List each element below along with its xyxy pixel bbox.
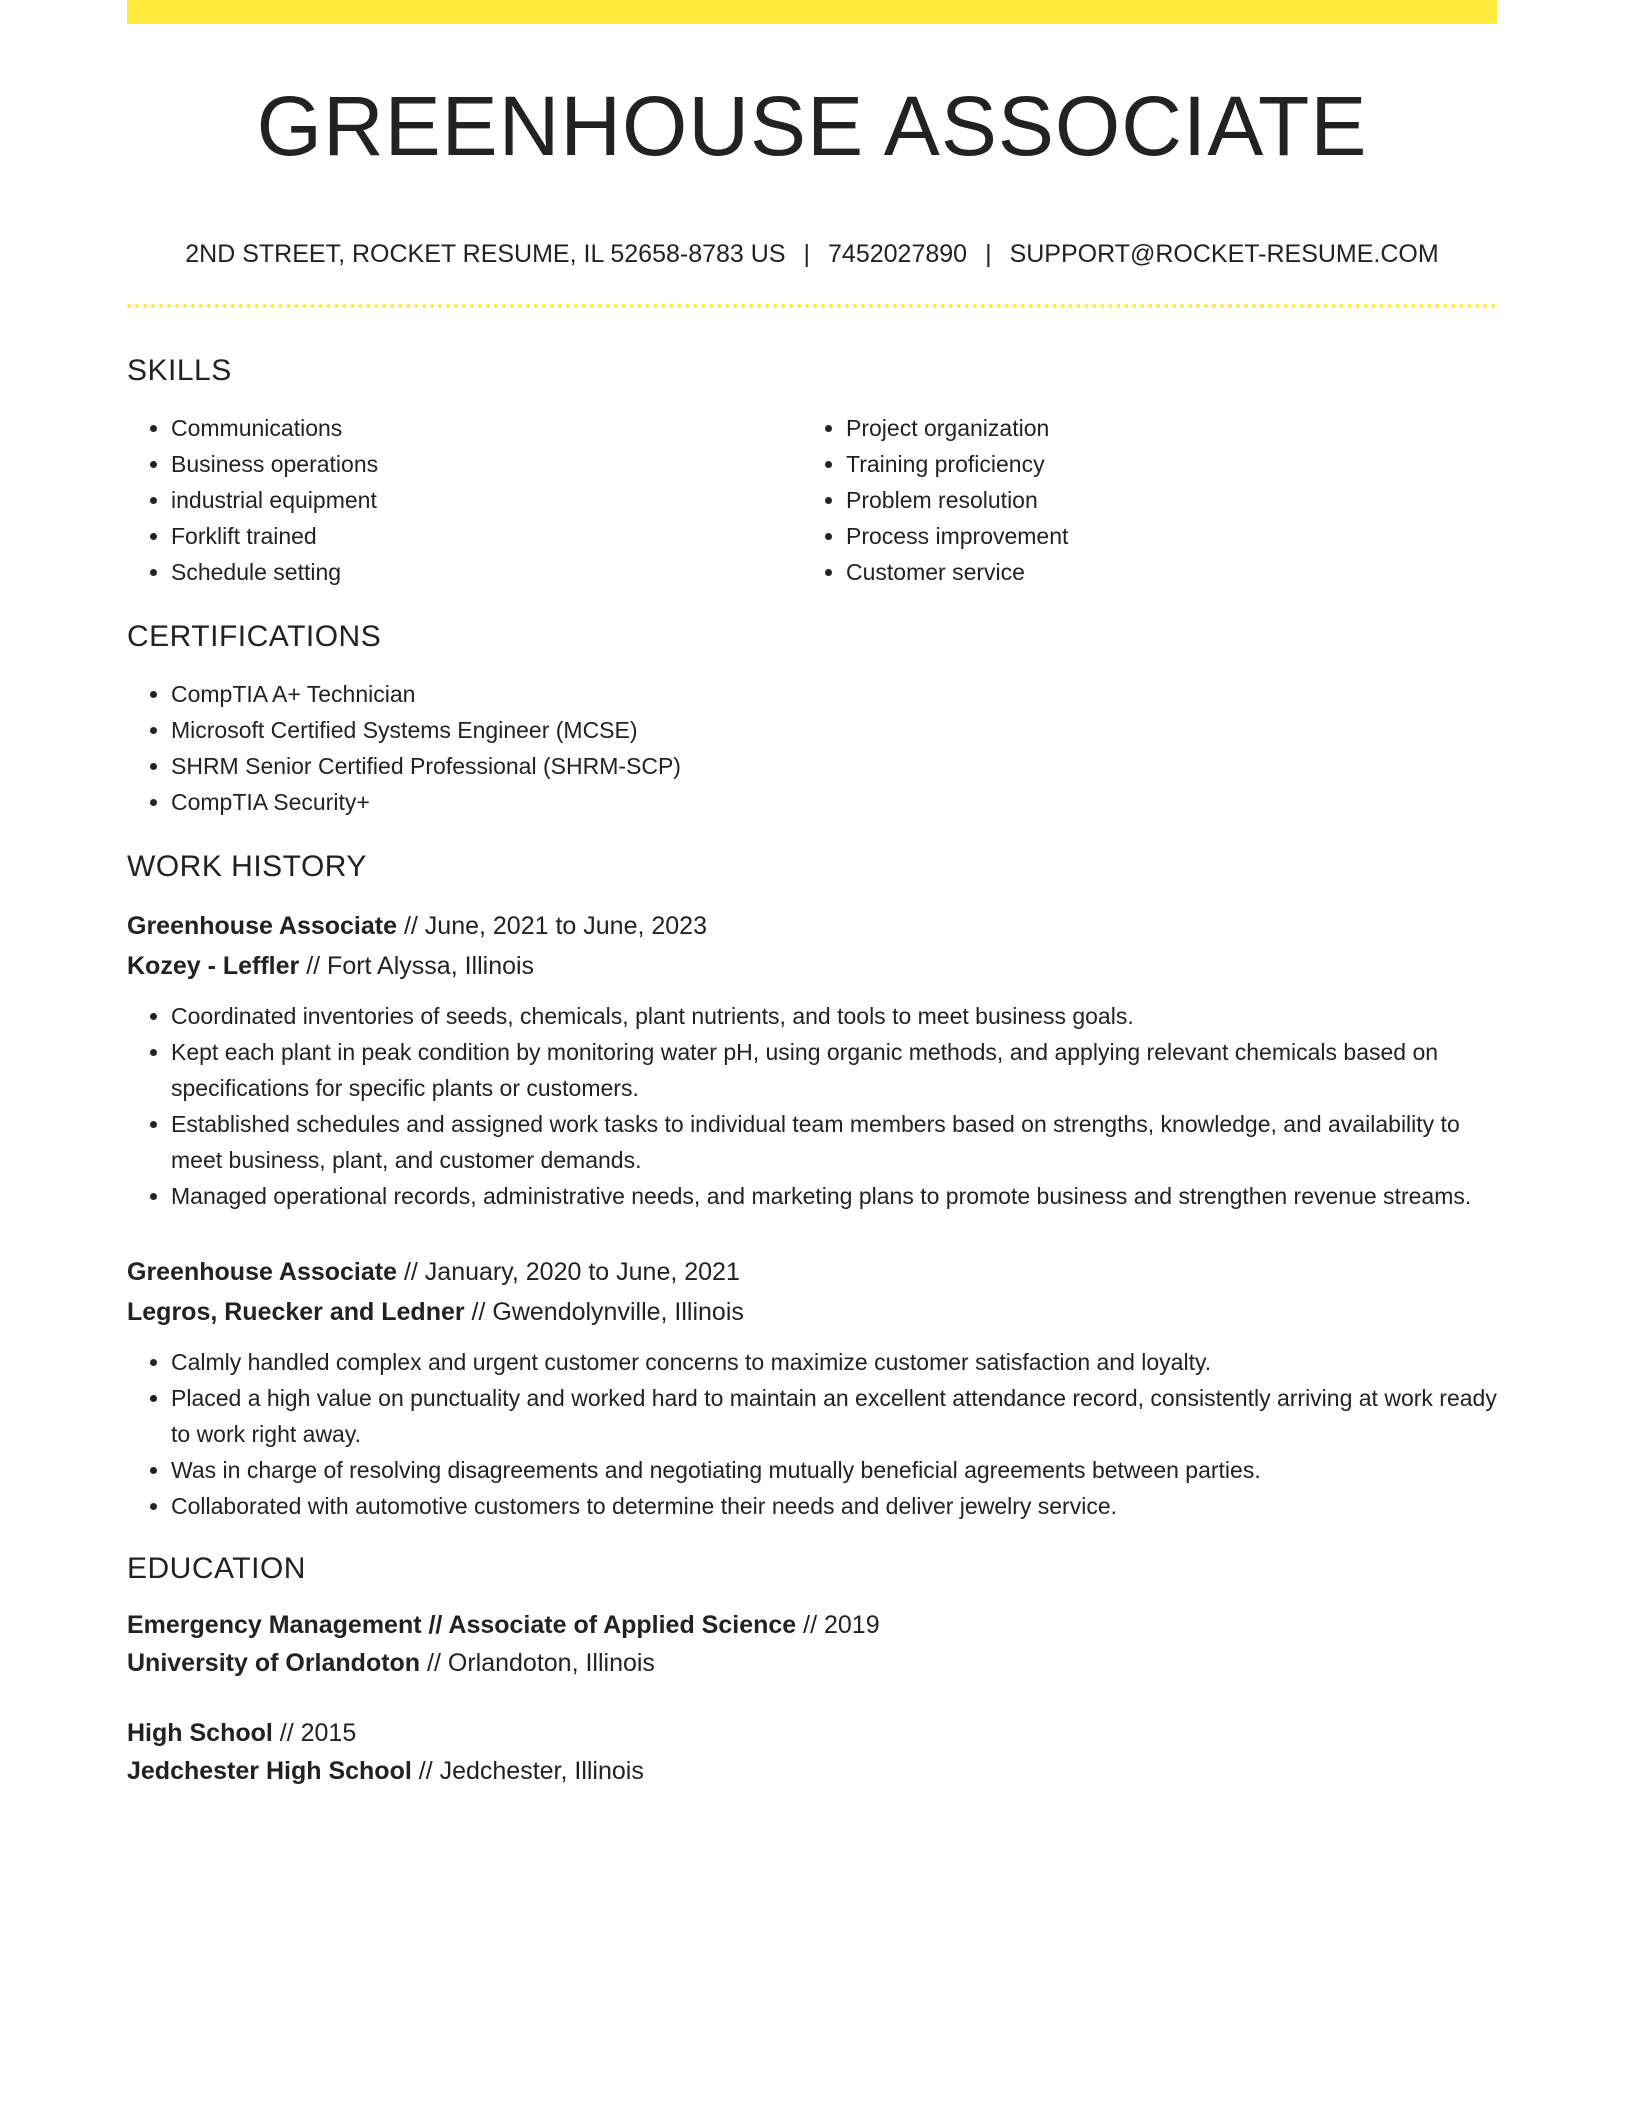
skills-list-right xyxy=(802,410,1477,590)
education-degree-line xyxy=(127,1714,1497,1752)
certifications-list xyxy=(127,676,1497,820)
job-bullet: • Placed a high value on punctuality and worked hard to maintain an excellent attendance record, consistently arriving at work ready to work right away. xyxy=(171,1380,1497,1452)
contact-separator: | xyxy=(985,240,992,268)
resume-title: GREENHOUSE ASSOCIATE xyxy=(256,79,1368,173)
education-year: // 2019 xyxy=(796,1611,880,1639)
skills-heading: SKILLS xyxy=(127,354,232,387)
resume-page xyxy=(127,0,1497,1790)
job-dates: // January, 2020 to June, 2021 xyxy=(397,1258,740,1286)
skill-item: • Problem resolution xyxy=(846,482,1477,518)
job-bullet: • Kept each plant in peak condition by monitoring water pH, using organic methods, and applying relevant chemicals based on specifications for specific plants or customers. xyxy=(171,1034,1497,1106)
skill-item: • Training proficiency xyxy=(846,446,1477,482)
skills-list-left xyxy=(127,410,802,590)
job-dates: // June, 2021 to June, 2023 xyxy=(397,912,707,940)
certification-item: • SHRM Senior Certified Professional (SHRM-SCP) xyxy=(171,748,1497,784)
skill-item: • Process improvement xyxy=(846,518,1477,554)
job-role: Greenhouse Associate xyxy=(127,1258,398,1286)
skill-item: • Schedule setting xyxy=(171,554,802,590)
education-entry xyxy=(127,1606,1497,1682)
education-entry xyxy=(127,1714,1497,1790)
job-bullet: • Managed operational records, administrative needs, and marketing plans to promote business and strengthen revenue streams. xyxy=(171,1178,1497,1214)
contact-phone: 7452027890 xyxy=(828,240,968,268)
job-bullets xyxy=(127,1344,1497,1524)
education-school: Jedchester High School xyxy=(127,1757,412,1785)
job-role: Greenhouse Associate xyxy=(127,912,398,940)
certifications-heading: CERTIFICATIONS xyxy=(127,620,382,653)
job-role-line xyxy=(127,906,1497,946)
job-bullets xyxy=(127,998,1497,1214)
skill-item: • industrial equipment xyxy=(171,482,802,518)
job-company-line xyxy=(127,946,1497,986)
header-divider xyxy=(127,304,1497,308)
skill-item: • Forklift trained xyxy=(171,518,802,554)
job-location: // Gwendolynville, Illinois xyxy=(464,1298,744,1326)
job-company: Legros, Ruecker and Ledner xyxy=(127,1298,465,1326)
education-location: // Jedchester, Illinois xyxy=(411,1757,644,1785)
certification-item: • Microsoft Certified Systems Engineer (MCSE) xyxy=(171,712,1497,748)
work-history-heading: WORK HISTORY xyxy=(127,850,367,883)
education-school: University of Orlandoton xyxy=(127,1649,421,1677)
contact-address: 2ND STREET, ROCKET RESUME, IL 52658-8783 US xyxy=(185,240,786,268)
job-bullet: • Collaborated with automotive customers to determine their needs and deliver jewelry service. xyxy=(171,1488,1497,1524)
education-degree: Emergency Management // Associate of Applied Science xyxy=(127,1611,797,1639)
job-company-line xyxy=(127,1292,1497,1332)
job-bullet: • Coordinated inventories of seeds, chemicals, plant nutrients, and tools to meet business goals. xyxy=(171,998,1497,1034)
education-school-line xyxy=(127,1752,1497,1790)
skill-item: • Customer service xyxy=(846,554,1477,590)
job-company: Kozey - Leffler xyxy=(127,952,300,980)
skill-item: • Communications xyxy=(171,410,802,446)
contact-email: SUPPORT@ROCKET-RESUME.COM xyxy=(1009,240,1439,268)
education-heading: EDUCATION xyxy=(127,1552,306,1585)
skills-section xyxy=(127,410,1497,590)
education-location: // Orlandoton, Illinois xyxy=(420,1649,655,1677)
education-year: // 2015 xyxy=(272,1719,357,1747)
job-role-line xyxy=(127,1252,1497,1292)
job-bullet: • Calmly handled complex and urgent customer concerns to maximize customer satisfaction and loyalty. xyxy=(171,1344,1497,1380)
education-degree: High School xyxy=(127,1719,273,1747)
education-degree-line xyxy=(127,1606,1497,1644)
contact-separator: | xyxy=(803,240,811,268)
skill-item: • Business operations xyxy=(171,446,802,482)
job-entry xyxy=(127,1252,1497,1524)
education-school-line xyxy=(127,1644,1497,1682)
skill-item: • Project organization xyxy=(846,410,1477,446)
job-entry xyxy=(127,906,1497,1214)
job-bullet: • Established schedules and assigned work tasks to individual team members based on strengths, knowledge, and availability to meet business, plant, and customer demands. xyxy=(171,1106,1497,1178)
job-bullet: • Was in charge of resolving disagreements and negotiating mutually beneficial agreements between parties. xyxy=(171,1452,1497,1488)
contact-line xyxy=(127,242,1497,267)
certification-item: • CompTIA Security+ xyxy=(171,784,1497,820)
job-location: // Fort Alyssa, Illinois xyxy=(299,952,535,980)
accent-top-bar xyxy=(127,0,1497,24)
certification-item: • CompTIA A+ Technician xyxy=(171,676,1497,712)
